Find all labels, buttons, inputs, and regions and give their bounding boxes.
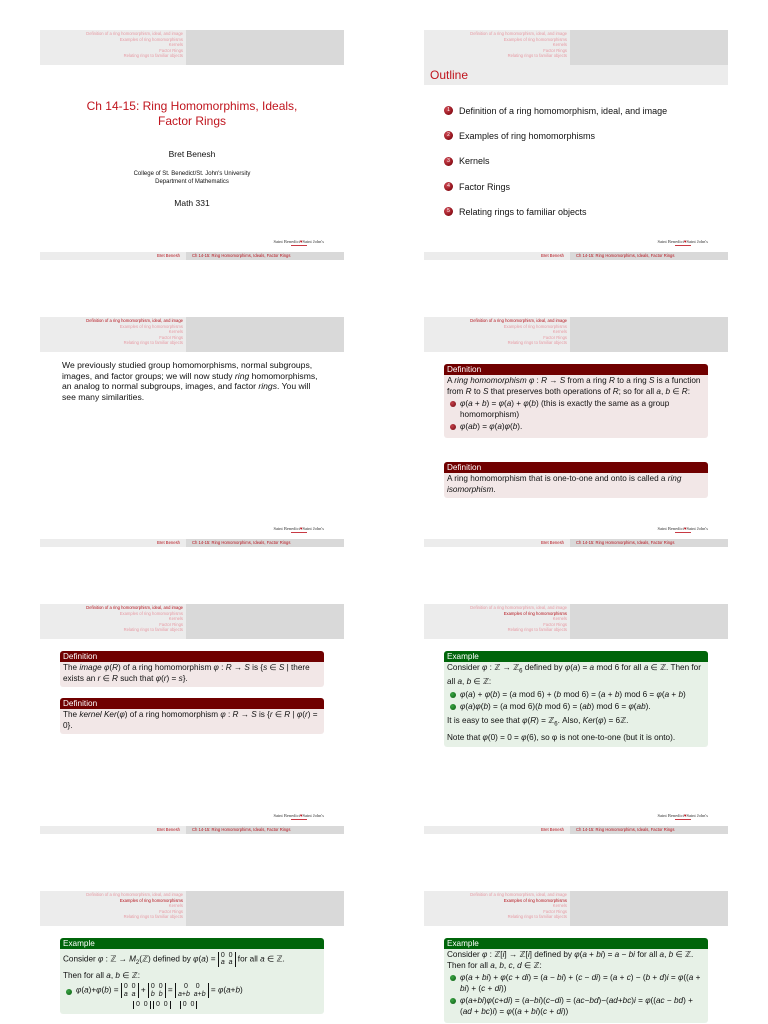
section-navigation [40,604,186,639]
example-block-gaussian-integers [444,938,708,1023]
college-logo: Saint Benedict♥Saint John's [657,239,708,244]
section-navigation [40,891,186,926]
section-navigation [424,891,570,926]
nav-item-examples[interactable]: Examples of ring homomorphisms [119,897,183,903]
list-item: φ(a + bi) + φ(c + di) = (a − bi) + (c − di) = (a + c) − (b + d)i = φ((a + bi) + (c + di)) [447,973,704,994]
bullet-icon [450,424,456,430]
outline-item[interactable]: 3 Kernels [444,149,714,174]
nav-item-kernels[interactable]: Kernels [552,329,567,335]
section-navigation [424,30,570,65]
course-name: Math 331 [174,198,210,208]
footer-author: Bret Benesh [40,539,186,547]
nav-item-definition[interactable]: Definition of a ring homomorphism, ideal, and image [470,31,567,36]
list-item: φ(a)φ(b) = (a mod 6)(b mod 6) = (ab) mod 6 = φ(ab). [447,702,704,713]
header-right-panel [570,891,728,926]
bullet-icon [450,998,456,1004]
number-ball-icon: 4 [444,182,453,191]
number-ball-icon: 5 [444,207,453,216]
slide-header [40,604,344,639]
slide-footer [424,539,728,547]
header-right-panel [186,317,344,352]
footer-title: Ch 14-15: Ring Homomorphims, Ideals, Factor Rings [570,252,728,260]
slide-footer [40,826,344,834]
nav-item-kernels[interactable]: Kernels [168,616,183,622]
nav-item-examples[interactable]: Examples of ring homomorphisms [503,36,567,42]
bullet-icon [450,401,456,407]
list-item: φ(a + b) = φ(a) + φ(b) (this is exactly the same as a group homomorphism) [447,399,704,420]
list-item: φ(a)+φ(b) = 0 0 a a + 0 0 b b = 0 0 a+b a+b = φ(a+b) [63,983,320,998]
definition-block-image [60,651,324,687]
college-logo: Saint Benedict♥Saint John's [657,526,708,531]
block-body: Consider φ : ℤ[i] → ℤ[i] defined by φ(a + bi) = a − bi for all a, b ∈ ℤ. Then for all a, b, c, d ∈ ℤ: φ(a + bi) + φ(c + di) = (a − bi) + (c − di) = (a + c) − (b + d)i = φ((a + bi) + (c + di)) φ(a+bi)φ(c+di) = (a−bi)(c−di) = (ac−bd)−(ad+bc)i = φ((ac − bd) + (ad + bc)i) = φ((a + bi)(c + di)) [444,949,708,1023]
college-logo: Saint Benedict♥Saint John's [273,813,324,818]
bullet-icon [450,692,456,698]
nav-item-kernels[interactable]: Kernels [552,42,567,48]
definition-block-kernel [60,698,324,734]
nav-item-definition[interactable]: Definition of a ring homomorphism, ideal, and image [86,31,183,36]
intro-paragraph: We previously studied group homomorphisms, normal subgroups, images, and factor groups; we will now study ring homomorphisms, an analog to normal subgroups, images, and factor rings. You will see many similarities. [62,360,318,402]
nav-item-definition[interactable]: Definition of a ring homomorphism, ideal, and image [470,318,567,323]
nav-item-factor-rings[interactable]: Factor Rings [543,908,567,914]
header-right-panel [186,891,344,926]
footer-author: Bret Benesh [424,539,570,547]
outline-item[interactable]: 1 Definition of a ring homomorphism, ideal, and image [444,98,714,123]
footer-title: Ch 14-15: Ring Homomorphims, Ideals, Factor Rings [570,826,728,834]
nav-item-examples[interactable]: Examples of ring homomorphisms [503,610,567,616]
title-line-1: Ch 14-15: Ring Homomorphims, Ideals, [86,99,298,113]
nav-item-examples[interactable]: Examples of ring homomorphisms [119,610,183,616]
slide-8 [424,891,728,1024]
definition-block-ring-isomorphism [444,462,708,498]
slide-footer [424,252,728,260]
slide-footer [424,826,728,834]
footer-title: Ch 14-15: Ring Homomorphims, Ideals, Factor Rings [570,539,728,547]
nav-item-relating[interactable]: Relating rings to familiar objects [123,627,183,633]
nav-item-factor-rings[interactable]: Factor Rings [159,621,183,627]
outline-item[interactable]: 2 Examples of ring homomorphisms [444,123,714,148]
nav-item-definition[interactable]: Definition of a ring homomorphism, ideal, and image [470,605,567,610]
footer-title: Ch 14-15: Ring Homomorphims, Ideals, Factor Rings [186,252,344,260]
nav-item-kernels[interactable]: Kernels [168,903,183,909]
slide-footer [40,252,344,260]
title-line-2: Factor Rings [157,114,227,128]
footer-author: Bret Benesh [424,252,570,260]
footer-author: Bret Benesh [40,826,186,834]
nav-item-kernels[interactable]: Kernels [552,903,567,909]
author-name: Bret Benesh [168,149,216,159]
nav-item-factor-rings[interactable]: Factor Rings [159,908,183,914]
nav-item-relating[interactable]: Relating rings to familiar objects [123,340,183,346]
block-title: Definition [60,698,324,709]
nav-item-factor-rings[interactable]: Factor Rings [543,47,567,53]
nav-item-kernels[interactable]: Kernels [552,616,567,622]
nav-item-relating[interactable]: Relating rings to familiar objects [507,914,567,920]
block-body: The kernel Ker(φ) of a ring homomorphism φ : R → S is {r ∈ R | φ(r) = 0}. [60,709,324,734]
number-ball-icon: 2 [444,131,453,140]
block-title: Example [444,651,708,662]
nav-item-relating[interactable]: Relating rings to familiar objects [507,627,567,633]
header-right-panel [186,604,344,639]
slide-header [40,891,344,926]
nav-item-factor-rings[interactable]: Factor Rings [543,621,567,627]
number-ball-icon: 3 [444,157,453,166]
nav-item-definition[interactable]: Definition of a ring homomorphism, ideal, and image [86,318,183,323]
nav-item-factor-rings[interactable]: Factor Rings [159,47,183,53]
definition-block-ring-homomorphism [444,364,708,438]
nav-item-factor-rings[interactable]: Factor Rings [159,334,183,340]
block-body: A ring homomorphism that is one-to-one and onto is called a ring isomorphism. [444,473,708,498]
slide-header [424,891,728,926]
nav-item-relating[interactable]: Relating rings to familiar objects [123,914,183,920]
footer-title: Ch 14-15: Ring Homomorphims, Ideals, Factor Rings [186,539,344,547]
block-body: Consider φ : ℤ → $M_2(ℤ)$ defined by φ(a) = 0 0 a a for all a ∈ ℤ. Then for all a, b ∈ ℤ: φ(a)+φ(b) = 0 0 a a + 0 0 b b = 0 0 a+b a+b = φ(a+b) 0 0 0 0 0 0 [60,949,324,1014]
nav-item-relating[interactable]: Relating rings to familiar objects [123,53,183,59]
nav-item-kernels[interactable]: Kernels [168,329,183,335]
slide-2 [424,30,728,260]
example-block-matrices [60,938,324,1014]
block-body: Consider φ : ℤ → ℤ$_6$ defined by φ(a) = a mod 6 for all a ∈ ℤ. Then for all a, b ∈ ℤ: φ(a) + φ(b) = (a mod 6) + (b mod 6) = (a + b) mod 6 = φ(a + b) φ(a)φ(b) = (a mod 6)(b mod 6) = (ab) mod 6 = φ(ab). It is easy to see that φ(R) = ℤ$_6$. Also, Ker(φ) = 6ℤ. Note that φ(0) = 0 = φ(6), so φ is not one-to-one (but it is onto). [444,662,708,747]
slide-5 [40,604,344,834]
nav-item-definition[interactable]: Definition of a ring homomorphism, ideal, and image [86,605,183,610]
slide-header [424,30,728,65]
college-logo: Saint Benedict♥Saint John's [273,239,324,244]
slide-6 [424,604,728,834]
section-navigation [424,317,570,352]
slide-header [40,30,344,65]
section-navigation [40,30,186,65]
list-item: φ(a) + φ(b) = (a mod 6) + (b mod 6) = (a + b) mod 6 = φ(a + b) [447,690,704,701]
nav-item-definition[interactable]: Definition of a ring homomorphism, ideal, and image [470,892,567,897]
block-title: Example [60,938,324,949]
nav-item-factor-rings[interactable]: Factor Rings [543,334,567,340]
header-right-panel [570,317,728,352]
nav-item-relating[interactable]: Relating rings to familiar objects [507,53,567,59]
slide-1 [40,30,344,260]
frame-title: Outline [424,65,728,85]
matrix: 0 0 a a [218,952,236,967]
nav-item-examples[interactable]: Examples of ring homomorphisms [119,323,183,329]
institution-line-2: Department of Mathematics [155,179,229,185]
footer-author: Bret Benesh [40,252,186,260]
outline-item[interactable]: 4 Factor Rings [444,174,714,199]
header-right-panel [186,30,344,65]
footer-title: Ch 14-15: Ring Homomorphims, Ideals, Factor Rings [186,826,344,834]
bullet-icon [450,975,456,981]
presentation-title [40,99,344,129]
nav-item-examples[interactable]: Examples of ring homomorphisms [503,897,567,903]
section-navigation [424,604,570,639]
outline-item[interactable]: 5 Relating rings to familiar objects [444,199,714,224]
slide-7 [40,891,344,1024]
block-body: A ring homomorphism φ : R → S from a ring R to a ring S is a function from R to S that preserves both operations of R; so for all a, b ∈ R: φ(a + b) = φ(a) + φ(b) (this is exactly the same as a group homomorphism) φ(ab) = φ(a)φ(b). [444,375,708,438]
number-ball-icon: 1 [444,106,453,115]
block-body: The image φ(R) of a ring homomorphism φ : R → S is {s ∈ S | there exists an r ∈ R such that φ(r) = s}. [60,662,324,687]
bullet-icon [450,704,456,710]
block-title: Definition [60,651,324,662]
nav-item-kernels[interactable]: Kernels [168,42,183,48]
nav-item-examples[interactable]: Examples of ring homomorphisms [119,36,183,42]
block-title: Example [444,938,708,949]
bullet-icon [66,989,72,995]
institution-line-1: College of St. Benedict/St. John's University [133,171,251,177]
institution [40,170,344,186]
section-navigation [40,317,186,352]
college-logo: Saint Benedict♥Saint John's [657,813,708,818]
list-item: φ(a+bi)φ(c+di) = (a−bi)(c−di) = (ac−bd)−(ad+bc)i = φ((ac − bd) + (ad + bc)i) = φ((a + bi)(c + di)) [447,996,704,1017]
slide-3 [40,317,344,547]
slide-header [424,317,728,352]
slide-header [40,317,344,352]
slide-4 [424,317,728,547]
block-title: Definition [444,462,708,473]
nav-item-definition[interactable]: Definition of a ring homomorphism, ideal, and image [86,892,183,897]
slide-header [424,604,728,639]
header-right-panel [570,604,728,639]
block-title: Definition [444,364,708,375]
nav-item-relating[interactable]: Relating rings to familiar objects [507,340,567,346]
outline-list [444,98,714,224]
slide-footer [40,539,344,547]
list-item: φ(ab) = φ(a)φ(b). [447,422,704,433]
college-logo: Saint Benedict♥Saint John's [273,526,324,531]
footer-author: Bret Benesh [424,826,570,834]
example-block-mod-6 [444,651,708,747]
nav-item-examples[interactable]: Examples of ring homomorphisms [503,323,567,329]
header-right-panel [570,30,728,65]
